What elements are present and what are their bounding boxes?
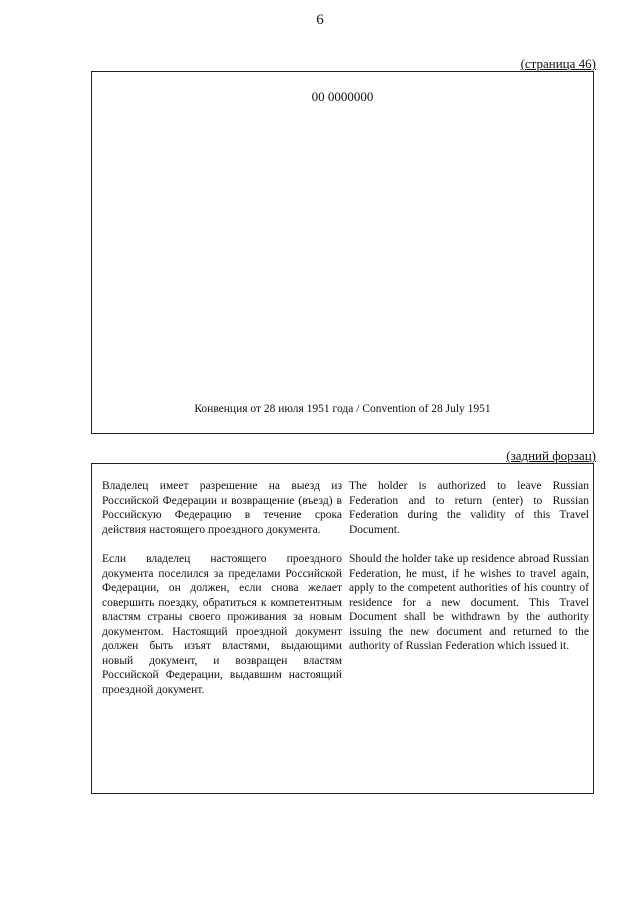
en-paragraph-exit-permission: The holder is authorized to leave Russian Federation and to return (enter) to Russian Federation during the validity of this Travel Document.	[349, 480, 589, 536]
ru-paragraph-residence-abroad: Если владелец настоящего проездного документа поселился за пределами Российской Федерации, он должен, если снова желает совершить поездку, обратиться к компетентным властям страны своего проживания за новым документом. Настоящий проездной документ должен быть изъят властями, выдающими новый документ, и возвращен властям Российской Федерации, выдавшим настоящий проездной документ.	[102, 553, 342, 696]
back-flyleaf-caption: (задний форзац)	[506, 448, 596, 463]
front-page-caption: (страница 46)	[520, 56, 596, 71]
english-text-column	[349, 479, 589, 669]
convention-line: Конвенция от 28 июля 1951 года / Convention of 28 July 1951	[194, 403, 491, 415]
document-number: 00 0000000	[311, 89, 374, 104]
page-number: 6	[316, 12, 324, 28]
back-flyleaf-box	[91, 463, 594, 794]
ru-paragraph-exit-permission: Владелец имеет разрешение на выезд из Российской Федерации и возвращение (въезд) в Российскую Федерацию в течение срока действия настоящего проездного документа.	[102, 480, 342, 536]
russian-text-column	[102, 479, 342, 712]
front-page-box	[91, 71, 594, 434]
en-paragraph-residence-abroad: Should the holder take up residence abroad Russian Federation, he must, if he wishes to travel again, apply to the competent authorities of his country of residence for a new document. This Travel Document shall be withdrawn by the authority issuing the new document and returned to the authority of Russian Federation which issued it.	[349, 553, 589, 652]
